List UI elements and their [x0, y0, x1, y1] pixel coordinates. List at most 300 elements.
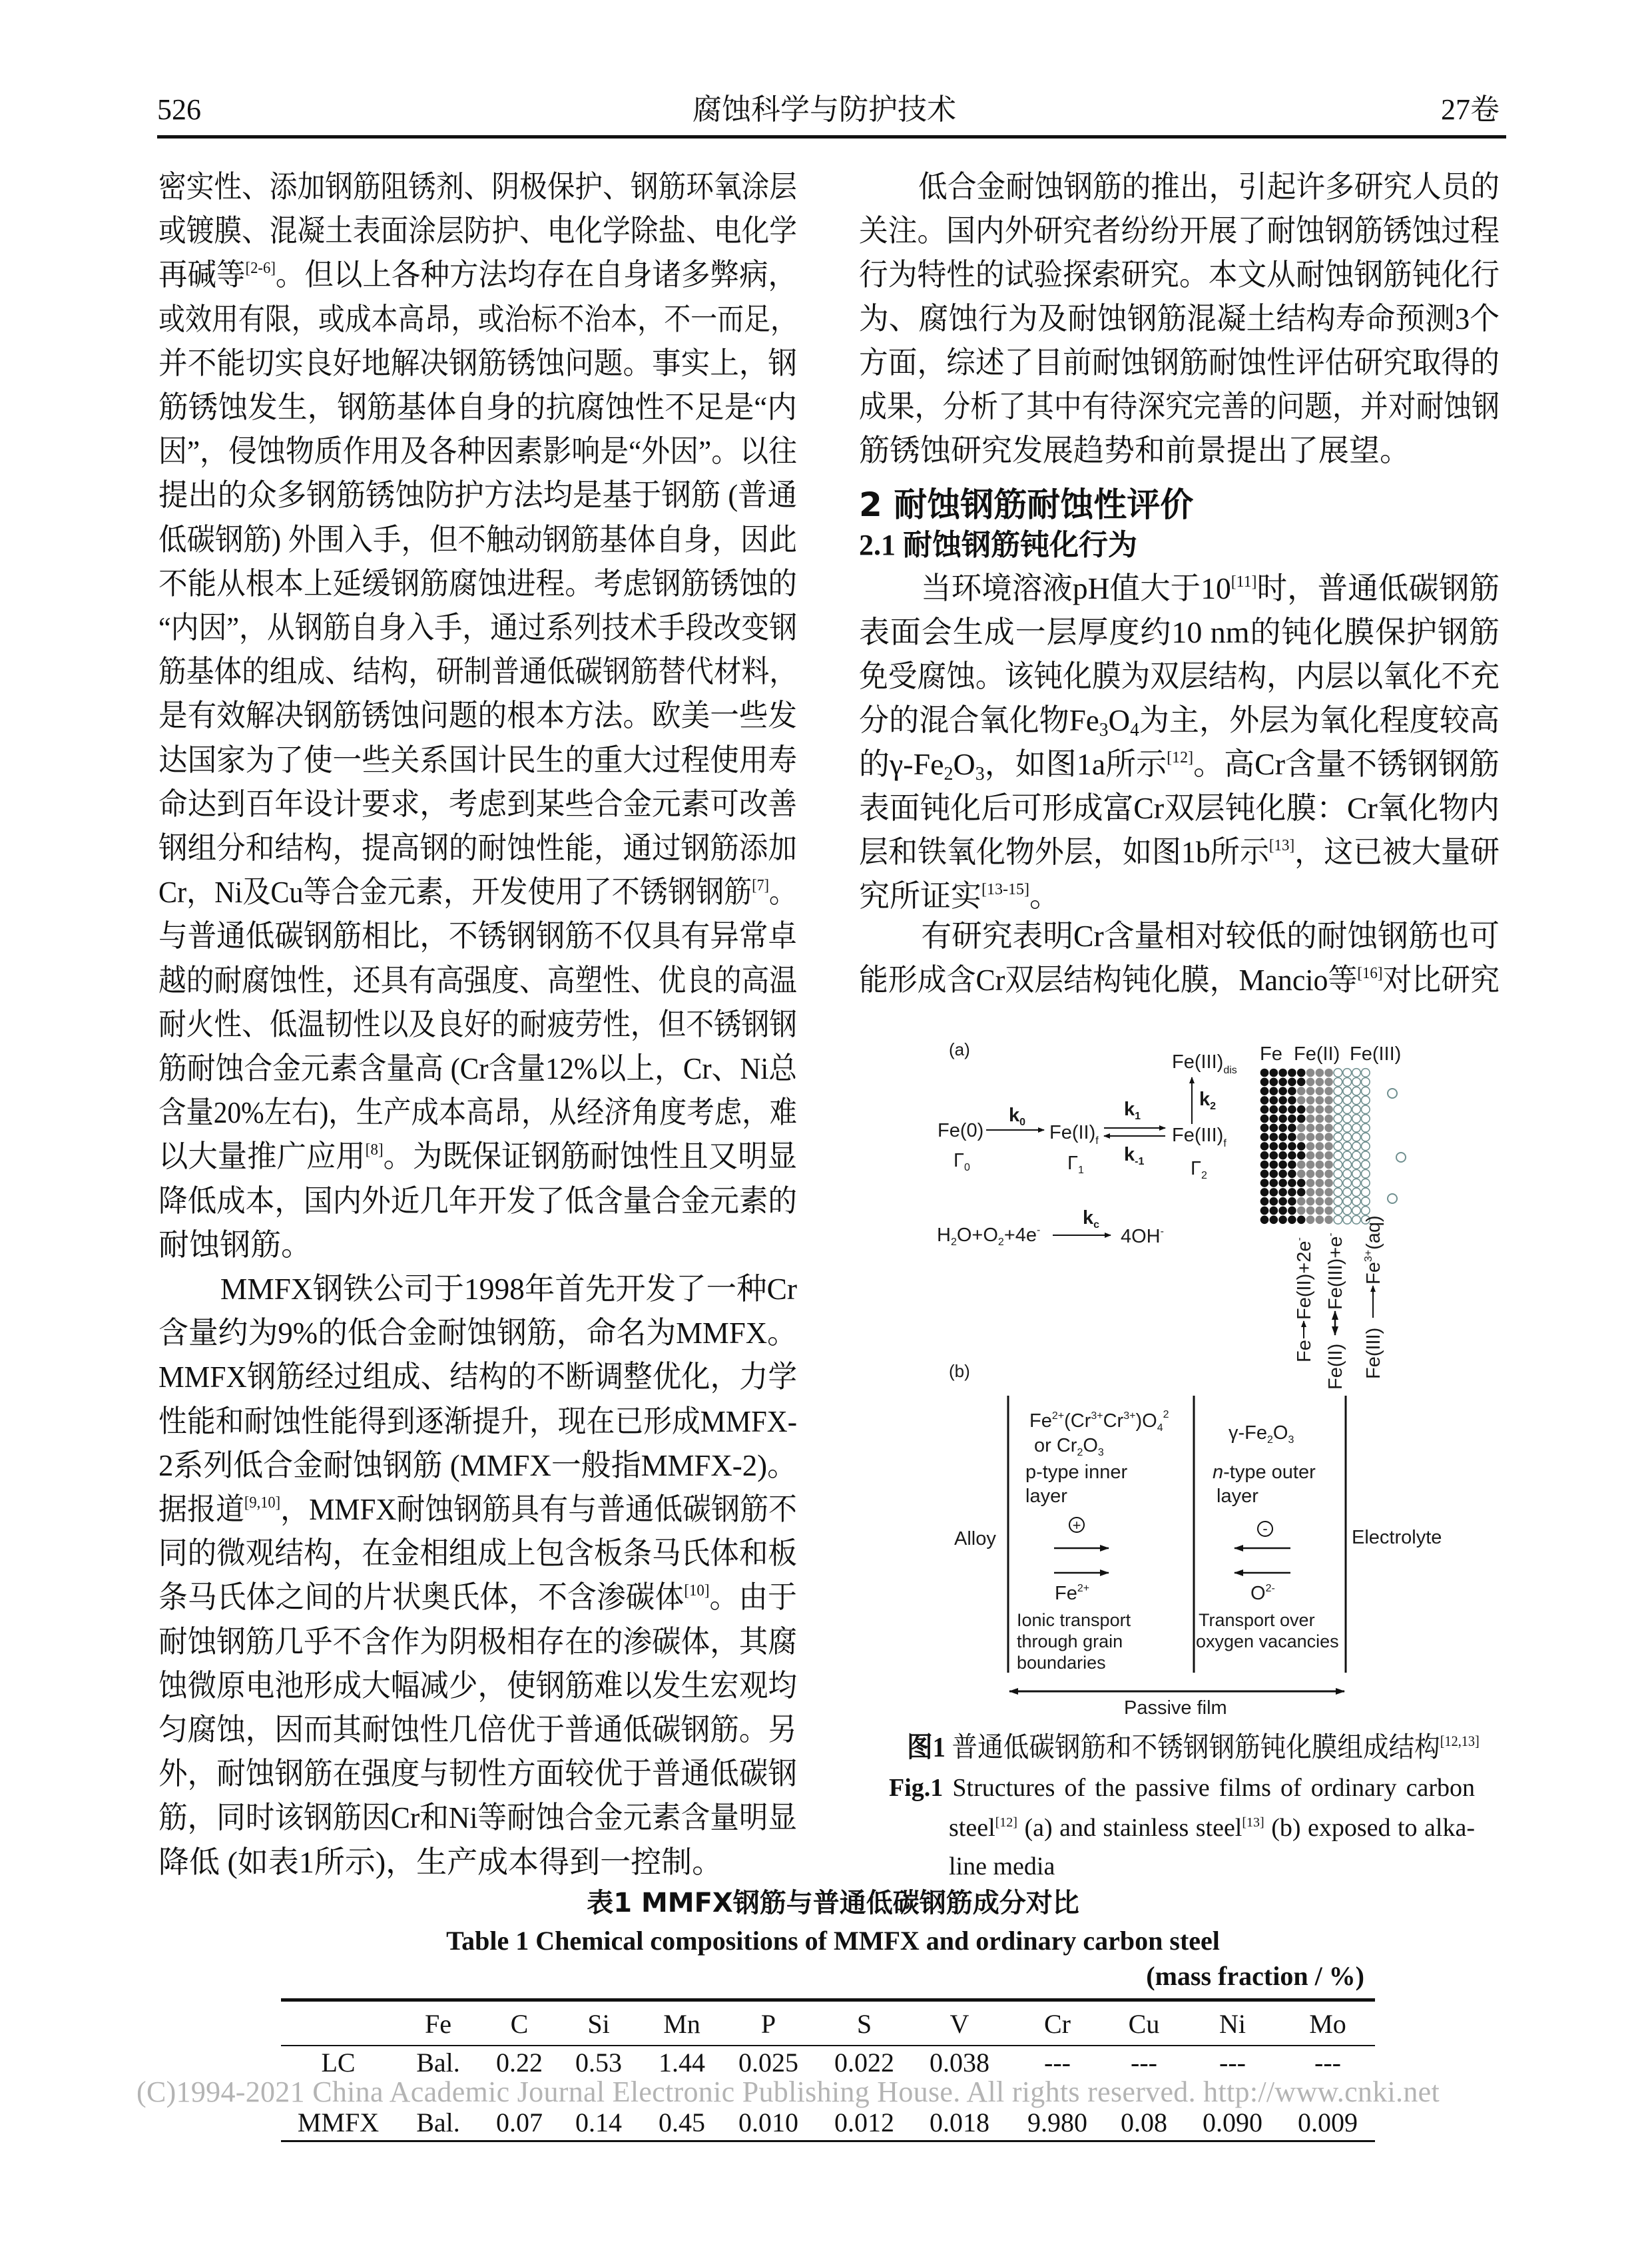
iron-atom [1260, 1096, 1269, 1105]
iron-atom [1270, 1179, 1278, 1187]
fe3-ion [1334, 1115, 1342, 1123]
text-line: 是有效解决钢筋锈蚀问题的根本方法。欧美一些发 [158, 699, 797, 733]
iron-atom [1270, 1069, 1278, 1077]
text-line: 降低成本，国内外近几年开发了低含量合金元素的 [158, 1183, 797, 1218]
fe3-ion [1362, 1179, 1370, 1187]
svg-text:Fe(II)+2e-: Fe(II)+2e- [1294, 1237, 1315, 1320]
journal-title: 腐蚀科学与防护技术 [692, 93, 956, 126]
iron-atom [1260, 1151, 1269, 1160]
column-header: V [950, 2009, 969, 2039]
fe3-ion [1343, 1151, 1352, 1160]
text-line: MMFX钢铁公司于1998年首先开发了一种Cr [220, 1272, 797, 1306]
fe3-ion [1352, 1087, 1361, 1095]
inner-layer-formula: $Fe^{2+}(Cr^{3+}Cr^{3+})O_4^2$ [1029, 1409, 1169, 1434]
fe2-ion [1306, 1179, 1315, 1187]
copyright-watermark: (C)1994-2021 China Academic Journal Electronic Publishing House. All rights reserved. http://www.cnki.net [137, 2076, 1440, 2108]
text-line: 筋锈蚀研究发展趋势和前景提出了展望。 [859, 433, 1410, 467]
fe3-ion [1362, 1197, 1370, 1206]
text-line: 蚀微原电池形成大幅减少，使钢筋难以发生宏观均 [158, 1668, 797, 1703]
fe2-ion [1324, 1078, 1333, 1087]
outer-layer-type: n-type outer [1213, 1462, 1316, 1483]
fe3-ion [1343, 1188, 1352, 1197]
lattice-label-fe2: Fe(II) [1294, 1043, 1340, 1065]
fe3-ion [1352, 1096, 1361, 1105]
fe3-ion [1343, 1105, 1352, 1114]
iron-atom [1278, 1124, 1287, 1133]
fe3-ion [1334, 1133, 1342, 1141]
fe3-ion [1362, 1096, 1370, 1105]
fe3-ion [1334, 1216, 1342, 1225]
iron-atom [1270, 1133, 1278, 1141]
table-cell: 1.44 [659, 2048, 705, 2078]
fe2-ion [1316, 1133, 1324, 1141]
iron-atom [1270, 1161, 1278, 1169]
fe3-ion [1334, 1069, 1342, 1077]
iron-atom [1270, 1124, 1278, 1133]
iron-atom [1297, 1179, 1306, 1187]
fe2-ion [1324, 1096, 1333, 1105]
fe3-ion [1362, 1087, 1370, 1095]
figure-caption-en-line2: steel[12] (a) and stainless steel[13] (b) exposed to alka- [949, 1814, 1475, 1842]
fe3-ion [1343, 1170, 1352, 1179]
svg-text:-: - [1262, 1520, 1268, 1537]
iron-atom [1288, 1188, 1296, 1197]
iron-atom [1278, 1197, 1287, 1206]
fe2-ion [1316, 1069, 1324, 1077]
fe3-ion [1352, 1179, 1361, 1187]
fe3-ion [1362, 1142, 1370, 1151]
fe3f-label: $Fe(III)_f$ [1172, 1125, 1227, 1149]
iron-atom [1288, 1179, 1296, 1187]
page-number: 526 [157, 93, 201, 126]
fe2-ion [1297, 1087, 1306, 1095]
fe3-ion [1343, 1161, 1352, 1169]
iron-atom [1297, 1105, 1306, 1114]
fe2-ion [1306, 1188, 1315, 1197]
text-line: 含量约为9%的低合金耐蚀钢筋，命名为MMFX。 [158, 1316, 797, 1350]
fe3-ion [1352, 1105, 1361, 1114]
iron-atom [1288, 1096, 1296, 1105]
text-line: 当环境溶液pH值大于10[11]时，普通低碳钢筋 [921, 571, 1500, 605]
svg-text:+: + [1072, 1517, 1081, 1534]
fe3-ion [1334, 1151, 1342, 1160]
table-header-rule [281, 2045, 1375, 2046]
text-line: 行为特性的试验探索研究。本文从耐蚀钢筋钝化行 [859, 258, 1500, 292]
fe2-ion [1316, 1087, 1324, 1095]
table-top-rule [281, 1998, 1375, 2002]
fe2f-label: $Fe(II)_f$ [1049, 1122, 1099, 1147]
k2-label: $k_2$ [1199, 1089, 1217, 1112]
inner-transport-line: Ionic transport [1017, 1610, 1131, 1630]
column-header: Si [587, 2009, 610, 2039]
text-line: 分的混合氧化物$Fe_3O_4$为主，外层为氧化程度较高 [859, 703, 1500, 740]
iron-atom [1278, 1069, 1287, 1077]
row-label: MMFX [297, 2107, 380, 2137]
fe2-ion [1306, 1096, 1315, 1105]
text-line: 有研究表明Cr含量相对较低的耐蚀钢筋也可 [921, 919, 1500, 953]
fe3-ion [1362, 1124, 1370, 1133]
fe3-ion [1343, 1133, 1352, 1141]
text-line: 匀腐蚀，因而其耐蚀性几倍优于普通低碳钢筋。另 [158, 1713, 797, 1747]
iron-atom [1260, 1105, 1269, 1114]
hydroxide-product: 4OH- [1121, 1226, 1164, 1247]
outer-transport-line: oxygen vacancies [1196, 1631, 1339, 1651]
fe2-ion [1306, 1216, 1315, 1225]
iron-atom [1260, 1188, 1269, 1197]
iron-atom [1288, 1115, 1296, 1123]
table-title-cn: 表1 MMFX钢筋与普通低碳钢筋成分对比 [587, 1888, 1079, 1918]
citation-ref: [2-6] [245, 260, 276, 278]
text-line: 低合金耐蚀钢筋的推出，引起许多研究人员的 [918, 170, 1500, 204]
fe2-ion [1316, 1142, 1324, 1151]
fe2-ion [1306, 1069, 1315, 1077]
iron-atom [1288, 1124, 1296, 1133]
k1-label: $k_1$ [1124, 1099, 1141, 1122]
iron-atom [1260, 1207, 1269, 1215]
cathodic-reactants: $H_2O+O_2+4e^-$ [937, 1225, 1041, 1248]
fe2-ion [1324, 1124, 1333, 1133]
inner-transport-line: boundaries [1017, 1653, 1106, 1673]
iron-atom [1270, 1170, 1278, 1179]
passive-film-diagram [919, 1025, 1452, 1718]
fe3-ion [1343, 1087, 1352, 1095]
fe3-ion [1334, 1179, 1342, 1187]
iron-atom [1288, 1161, 1296, 1169]
text-line: 筋锈蚀发生，钢筋基体自身的抗腐蚀性不足是“内 [158, 390, 797, 424]
fe3-ion [1334, 1078, 1342, 1087]
table-cell: 0.038 [930, 2048, 989, 2078]
iron-atom [1260, 1124, 1269, 1133]
fe2-ion [1316, 1078, 1324, 1087]
iron-atom [1297, 1078, 1306, 1087]
fe3-ion [1334, 1188, 1342, 1197]
passive-film-label: Passive film [1124, 1697, 1227, 1718]
text-line: 或效用有限，或成本高昂，或治标不治本，不一而足， [158, 302, 797, 336]
column-header: P [760, 2009, 776, 2039]
electrolyte-label: Electrolyte [1352, 1527, 1442, 1548]
fe2-ion [1324, 1115, 1333, 1123]
fe2-ion [1324, 1161, 1333, 1169]
cation-label: $Fe^{2+}$ [1055, 1583, 1090, 1604]
fe2-ion [1297, 1096, 1306, 1105]
iron-atom [1278, 1216, 1287, 1225]
fe3-ion [1362, 1115, 1370, 1123]
reaction-fe-to-fe2 [1294, 1237, 1315, 1362]
subsection-heading: 2.1 耐蚀钢筋钝化行为 [859, 529, 1137, 561]
table-title-en: Table 1 Chemical compositions of MMFX and ordinary carbon steel [446, 1926, 1220, 1956]
iron-atom [1260, 1142, 1269, 1151]
fe2-ion [1306, 1078, 1315, 1087]
text-line: 为、腐蚀行为及耐蚀钢筋混凝土结构寿命预测3个 [859, 302, 1500, 336]
iron-atom [1278, 1096, 1287, 1105]
fe3-ion [1343, 1078, 1352, 1087]
table-cell: 0.010 [738, 2107, 798, 2137]
fe3-ion [1343, 1216, 1352, 1225]
gamma1-label: $\Gamma_1$ [1067, 1153, 1084, 1176]
fe3-ion [1352, 1142, 1361, 1151]
iron-atom [1270, 1142, 1278, 1151]
fe3-ion [1352, 1078, 1361, 1087]
table-cell: Bal. [416, 2048, 460, 2078]
table-cell: Bal. [416, 2107, 460, 2137]
iron-atom [1260, 1133, 1269, 1141]
table-cell: 0.009 [1298, 2107, 1358, 2137]
fe2-ion [1316, 1115, 1324, 1123]
alloy-label: Alloy [954, 1528, 996, 1549]
fe2-ion [1316, 1124, 1324, 1133]
fe3-ion [1334, 1207, 1342, 1215]
fe3-ion [1352, 1170, 1361, 1179]
outer-layer-type-cont: layer [1217, 1486, 1258, 1507]
iron-atom [1278, 1087, 1287, 1095]
fe2-ion [1324, 1179, 1333, 1187]
fe2-ion [1297, 1207, 1306, 1215]
dissolved-fe3-ion [1388, 1194, 1397, 1203]
kc-label: $k_c$ [1083, 1207, 1100, 1231]
fe2-ion [1306, 1207, 1315, 1215]
fe3-ion [1334, 1142, 1342, 1151]
text-line: 的$\gamma-Fe_2O_3$，如图1a所示[12]。高Cr含量不锈钢钢筋 [859, 747, 1500, 784]
column-header: Mo [1309, 2009, 1346, 2039]
fe3-ion [1352, 1124, 1361, 1133]
subscript: 4 [1130, 720, 1139, 740]
text-line: 与普通低碳钢筋相比，不锈钢钢筋不仅具有异常卓 [158, 919, 797, 954]
fe3-ion [1362, 1078, 1370, 1087]
text-line: 关注。国内外研究者纷纷开展了耐蚀钢筋锈蚀过程 [859, 214, 1500, 248]
fe3-ion [1343, 1197, 1352, 1206]
text-line: 方面，综述了目前耐蚀钢筋耐蚀性评估研究取得的 [859, 346, 1500, 380]
figure-1 [919, 1025, 1452, 1721]
iron-atom [1278, 1133, 1287, 1141]
text-line: 低碳钢筋) 外围入手，但不触动钢筋基体自身，因此 [158, 522, 797, 557]
fe3-ion [1362, 1069, 1370, 1077]
iron-atom [1270, 1151, 1278, 1160]
text-line: 钢组分和结构，提高钢的耐蚀性能，通过钢筋添加 [158, 831, 797, 865]
reaction-fe3-dissolution [1363, 1215, 1384, 1379]
text-line: 筋耐蚀合金元素含量高 (Cr含量12%以上，Cr、Ni总 [158, 1051, 797, 1085]
fe3dis-label: $Fe(III)_{dis}$ [1172, 1051, 1237, 1076]
subscript: 3 [1099, 720, 1109, 740]
fe2-ion [1306, 1151, 1315, 1160]
fe3-ion [1352, 1216, 1361, 1225]
fe3-ion [1343, 1096, 1352, 1105]
fe2-ion [1297, 1124, 1306, 1133]
iron-atom [1270, 1197, 1278, 1206]
iron-atom [1278, 1179, 1287, 1187]
fe2-ion [1324, 1207, 1333, 1215]
iron-atom [1260, 1179, 1269, 1187]
iron-atom [1288, 1133, 1296, 1141]
table-cell: --- [1131, 2048, 1157, 2078]
text-line: 外，耐蚀钢筋在强度与韧性方面较优于普通低碳钢 [158, 1757, 797, 1791]
text-line: 以大量推广应用[8]。为既保证钢筋耐蚀性且又明显 [158, 1139, 798, 1174]
column-header: Ni [1219, 2009, 1246, 2039]
citation-ref: [16] [1357, 965, 1383, 982]
citation-ref: [11] [1231, 573, 1257, 591]
gamma0-label: $\Gamma_0$ [954, 1150, 970, 1173]
table-cell: 0.07 [496, 2107, 543, 2137]
iron-atom [1260, 1087, 1269, 1095]
fe2-ion [1306, 1197, 1315, 1206]
fe2-ion [1324, 1069, 1333, 1077]
fe2-ion [1324, 1216, 1333, 1225]
fe3-ion [1362, 1133, 1370, 1141]
fe0-label: Fe(0) [938, 1120, 984, 1141]
header-rule [157, 135, 1506, 139]
citation-ref: [12] [1167, 749, 1194, 766]
figure-caption-cn: 图1 普通低碳钢筋和不锈钢钢筋钝化膜组成结构[12,13] [907, 1733, 1480, 1763]
fe2-ion [1316, 1096, 1324, 1105]
text-line: 性能和耐蚀性能得到逐渐提升，现在已形成MMFX- [158, 1404, 797, 1438]
table-cell: 0.018 [930, 2107, 989, 2137]
text-line: 同的微观结构，在金相组成上包含板条马氏体和板 [158, 1536, 797, 1571]
figure-caption-en-line1: Fig.1 Structures of the passive films of ordinary carbon [889, 1774, 1475, 1802]
iron-atom [1288, 1087, 1296, 1095]
iron-atom [1260, 1197, 1269, 1206]
fe3-ion [1334, 1096, 1342, 1105]
atomic-lattice [1260, 1069, 1406, 1224]
volume-label: 27卷 [1441, 93, 1500, 126]
svg-text:Fe(III): Fe(III) [1363, 1327, 1384, 1379]
fe2-ion [1306, 1115, 1315, 1123]
table-cell: --- [1219, 2048, 1246, 2078]
fe3-ion [1362, 1188, 1370, 1197]
iron-atom [1270, 1105, 1278, 1114]
text-line: MMFX钢筋经过组成、结构的不断调整优化，力学 [158, 1360, 797, 1394]
figure-caption-en-line3: line media [949, 1852, 1055, 1880]
fe2-ion [1324, 1105, 1333, 1114]
text-line: 表面会生成一层厚度约10 nm的钝化膜保护钢筋 [859, 615, 1500, 649]
iron-atom [1278, 1105, 1287, 1114]
iron-atom [1288, 1197, 1296, 1206]
fe3-ion [1343, 1142, 1352, 1151]
fe3-ion [1343, 1115, 1352, 1123]
iron-atom [1297, 1115, 1306, 1123]
table-cell: 0.022 [834, 2048, 894, 2078]
text-line: 密实性、添加钢筋阻锈剂、阴极保护、钢筋环氧涂层 [158, 170, 797, 204]
iron-atom [1288, 1142, 1296, 1151]
text-line: “内因”，从钢筋自身入手，通过系列技术手段改变钢 [158, 611, 797, 645]
citation-ref: [10] [684, 1582, 710, 1600]
text-line: Cr，Ni及Cu等合金元素，开发使用了不锈钢钢筋[7]。 [158, 875, 797, 910]
iron-atom [1297, 1151, 1306, 1160]
iron-atom [1288, 1207, 1296, 1215]
row-label: LC [321, 2048, 356, 2078]
section-heading: 2 耐蚀钢筋耐蚀性评价 [859, 485, 1194, 524]
iron-atom [1297, 1216, 1306, 1225]
svg-text:Fe: Fe [1294, 1340, 1315, 1362]
svg-text:Fe3+(aq): $Fe^{3+}(aq)$ [1363, 1215, 1384, 1284]
fe2-ion [1316, 1170, 1324, 1179]
fe2-ion [1297, 1197, 1306, 1206]
text-line: 不能从根本上延缓钢筋腐蚀进程。考虑钢筋锈蚀的 [158, 566, 797, 601]
outer-layer-formula: $\gamma-Fe_2O_3$ [1229, 1422, 1294, 1446]
text-line: 因”，侵蚀物质作用及各种因素影响是“外因”。以往 [158, 434, 797, 469]
fe2-ion [1306, 1087, 1315, 1095]
iron-atom [1278, 1188, 1287, 1197]
fe3-ion [1362, 1161, 1370, 1169]
text-line: 再碱等[2-6]。但以上各种方法均存在自身诸多弊病， [158, 258, 798, 292]
fe3-ion [1343, 1069, 1352, 1077]
text-line: 耐蚀钢筋几乎不含作为阴极相存在的渗碳体，其腐 [158, 1624, 797, 1659]
table-bottom-rule [281, 2140, 1375, 2142]
text-line: 表面钝化后可形成富Cr双层钝化膜：Cr氧化物内 [859, 791, 1500, 825]
fe3-ion [1334, 1197, 1342, 1206]
fe2-ion [1316, 1179, 1324, 1187]
panel-b-label: (b) [949, 1361, 970, 1381]
fe3-ion [1352, 1151, 1361, 1160]
fe2-ion [1297, 1170, 1306, 1179]
fe2-ion [1324, 1188, 1333, 1197]
text-line: 层和铁氧化物外层，如图1b所示[13]，这已被大量研 [859, 835, 1500, 869]
iron-atom [1278, 1151, 1287, 1160]
reaction-fe2-to-fe3 [1325, 1233, 1346, 1390]
fe2-ion [1324, 1170, 1333, 1179]
table-cell: --- [1314, 2048, 1341, 2078]
iron-atom [1278, 1078, 1287, 1087]
k0-label: $k_0$ [1009, 1105, 1026, 1128]
iron-atom [1288, 1151, 1296, 1160]
subscript: 3 [975, 764, 985, 784]
outer-transport-line: Transport over [1199, 1610, 1315, 1630]
citation-ref: [9,10] [244, 1494, 281, 1512]
lattice-label-fe: Fe [1260, 1043, 1282, 1065]
iron-atom [1278, 1207, 1287, 1215]
table-cell: 0.08 [1121, 2107, 1167, 2137]
iron-atom [1260, 1216, 1269, 1225]
fe2-ion [1316, 1161, 1324, 1169]
iron-atom [1270, 1087, 1278, 1095]
fe3-ion [1352, 1133, 1361, 1141]
fe3-ion [1352, 1188, 1361, 1197]
fe3-ion [1334, 1087, 1342, 1095]
iron-atom [1297, 1188, 1306, 1197]
citation-ref: [7] [752, 877, 769, 895]
fe3-ion [1343, 1124, 1352, 1133]
table-cell: 0.025 [738, 2048, 798, 2078]
iron-atom [1278, 1142, 1287, 1151]
iron-atom [1288, 1105, 1296, 1114]
iron-atom [1260, 1069, 1269, 1077]
svg-text:Fe(II): Fe(II) [1325, 1343, 1346, 1390]
table-cell: --- [1044, 2048, 1071, 2078]
text-line: 究所证实[13-15]。 [859, 879, 1060, 913]
fe2-ion [1306, 1133, 1315, 1141]
fe2-ion [1306, 1142, 1315, 1151]
fe3-ion [1352, 1197, 1361, 1206]
fe3-ion [1334, 1124, 1342, 1133]
inner-layer-alt-formula: or $Cr_2O_3$ [1034, 1435, 1104, 1458]
iron-atom [1278, 1161, 1287, 1169]
text-line: 条马氏体之间的片状奥氏体，不含渗碳体[10]。由于 [158, 1580, 798, 1615]
text-line: 据报道[9,10]，MMFX耐蚀钢筋具有与普通低碳钢筋不 [158, 1492, 798, 1526]
text-line: 筋基体的组成、结构，研制普通低碳钢筋替代材料， [158, 655, 797, 689]
fe2-ion [1306, 1105, 1315, 1114]
iron-atom [1278, 1115, 1287, 1123]
gamma2-label: $\Gamma_2$ [1191, 1158, 1207, 1181]
iron-atom [1260, 1161, 1269, 1169]
table-cell: 0.53 [575, 2048, 622, 2078]
text-line: 降低 (如表1所示)，生产成本得到一控制。 [158, 1844, 723, 1879]
fe2-ion [1324, 1151, 1333, 1160]
k-1-label: $k_{-1}$ [1124, 1144, 1145, 1167]
column-header: S [856, 2009, 872, 2039]
iron-atom [1270, 1207, 1278, 1215]
fe3-ion [1352, 1069, 1361, 1077]
fe2-ion [1316, 1105, 1324, 1114]
svg-text:Fe(III)+e-: Fe(III)+e- [1325, 1233, 1346, 1310]
table-cell: 0.14 [575, 2107, 622, 2137]
